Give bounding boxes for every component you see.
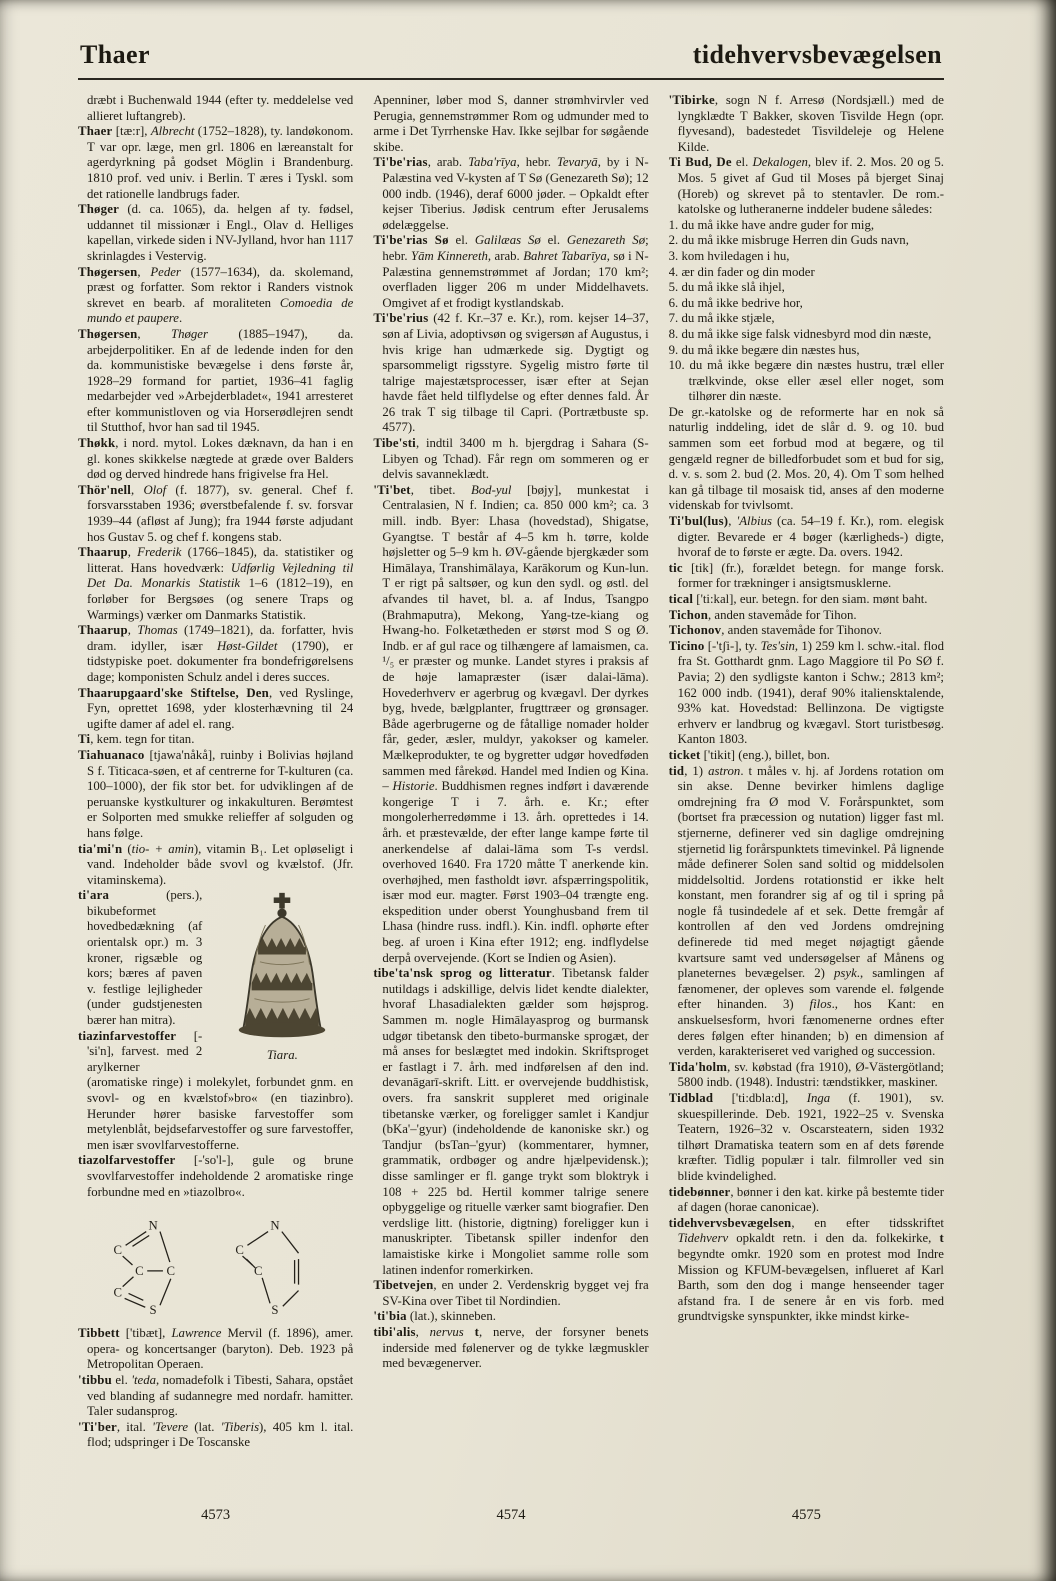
italic-term: Bod-yul — [470, 482, 512, 497]
headword: Ti Bud, De — [668, 155, 732, 170]
italic-term: tio- + amin — [131, 841, 194, 856]
headword: Thøkk — [78, 436, 116, 451]
text-columns — [78, 93, 944, 1491]
entry-thaarupgaardske-stiftelse: Thaarupgaard'ske Stiftelse, Den, ved Ryslinge, Fyn, oprettet 1698, yder klosterhævning til 24 ugifte damer af adel el. rang. — [78, 685, 354, 731]
commandment-9: 9. du må ikke begære din næstes hus, — [668, 342, 860, 357]
entry-continuation: dræbt i Buchenwald 1944 (efter ty. meddelelse ved allieret luftangreb). — [87, 93, 354, 123]
tiara-base-rim — [239, 1023, 325, 1038]
commandment-4: 4. ær din fader og din moder — [668, 264, 815, 279]
headword: Thaarupgaard'ske Stiftelse, Den — [78, 685, 269, 700]
headword: Tida'holm — [668, 1059, 728, 1074]
atom-label-n: N — [269, 1218, 280, 1233]
headword: Thøgersen — [78, 264, 138, 279]
commandment-5: 5. du må ikke slå ihjel, — [668, 280, 785, 295]
headword: 'Ti'bet — [373, 482, 411, 497]
running-head-left: Thaer — [80, 40, 150, 69]
tiara-illustration — [213, 891, 351, 1041]
entry-tidaholm: Tida'holm, sv. købstad (fra 1910), Ø-Västergötland; 5800 indb. (1948). Industri: tændstikker, maskiner. — [668, 1059, 944, 1090]
italic-term: filos — [809, 997, 832, 1012]
entry-ticino: Ticino [-'tʃi-], ty. Tes'sin, 1) 259 km l. schw.-ital. flod fra St. Gotthardt gnm. Lago Maggiore til Po SØ f. Pavia; 2) den sydligste kanton i Schw.; 2813 km²; 162 000 indb. (1941), deraf 90% italiensktalende, 93% kat. Hovedstad: Bellinzona. De vigtigste erhverv er landbrug og kvægavl. Stort turistbesøg. Kanton 1803. — [668, 638, 944, 747]
headword: tiazinfarvestoffer — [78, 1028, 177, 1043]
entry-tibet: 'Ti'bet, tibet. Bod-yul [bøjy], munkestat i Centralasien, N f. Indien; ca. 850 000 km²; ca. 3 mill. indb. Byer: Lhasa (hovedstad), Shigatse, Gyangtse. T består af 4–5 km h. tørre, kolde højsletter og 5–9 km h. ØV-gående bjergkæder som Himālaya, Transhimālaya, Karākorum og Kun-lun. T er rigt på saltsøer, og kun den sydl. og østl. del afvandes til havet, bl. a. af Indus, Tsangpo (Brahmaputra), Mekong, Yang-tze-kiang og Hwang-ho. Folketætheden er størst mod S og Ø. Indb. er af gul race og tilhængere af lamaismen, ca. ¹/₅ er præster og munke. Landet styres i praksis af de høje lamapræster (især dalai-lāma). Hovederhverv er agerbrug og kvægavl. Der dyrkes byg, hvede, bælgplanter, frugttræer og grønsager. Både agerbrugerne og de fåtallige nomader holder får, geder, æsler, muldyr, yakokser og kameler. Mælkeprodukter, te og bygretter udgør hovedføden sammen med fårekød. Handel med Indien og Kina. – Historie. Buddhismen regnes indført i daværende kongerige T i 7. årh. e. Kr.; efter mongolerherredømme i 13. årh. oprettedes i 14. årh. et præstevælde, der efter lange kampe førte til anerkendelse af dalai-lāma som T-s verdsl. overhoved 1640. Fra 1720 måtte T anerkende kin. overhøjhed, men fastholdt iøvr. afspærringspolitik, især mod eur. magter. Først 1903–04 trængte eng. ekspedition under oberst Younghusband frem til Lhasa (hindre russ. indfl.). Kin. indfl. ophørte efter beg. af uroen i Kina efter 1912; eng. indflydelse derpå overvejende. (Kort se Indien og Asien). — [373, 482, 649, 965]
headword: tidebønner — [668, 1184, 731, 1199]
headword: ti'ara — [78, 888, 110, 903]
headword: Thøger — [78, 202, 120, 217]
italic-term: Galilæas Sø — [474, 233, 541, 248]
atom-label-c: C — [113, 1285, 122, 1300]
commandment-10: 10. du må ikke begære din næstes hustru, træl eller trælkvinde, okse eller æsel eller noget, som tilhører din næste. — [668, 358, 944, 404]
atom-label-c: C — [166, 1263, 175, 1278]
column-3 — [669, 93, 944, 1491]
headword: ticket — [668, 747, 701, 762]
entry-thaer: Thaer [tæ:r], Albrecht (1752–1828), ty. landøkonom. T var opr. læge, men grl. 1806 en læreanstalt for agerdyrkning på godset Möglin i Brandenburg. 1810 prof. ved univ. i Berlin. T æres i Tyskl. som det rationelle landbrugs fader. — [78, 124, 354, 201]
entry-tidehvervsbevaegelsen: tidehvervsbevægelsen, en efter tidsskriftet Tidehverv opkaldt retn. i den da. folkekirke, t begyndte omkr. 1920 som en protest mod Indre Mission og KFUM-bevægelsen, influeret af Karl Barth, som den dog i mange henseender tager afstand fra. I de senere år en vis forb. med grundtvigske synspunkter, ikke mindst kirke- — [668, 1215, 944, 1324]
italic-term: Peder — [150, 264, 181, 279]
entry-ti-bud-continued: De gr.-katolske og de reformerte har en nok så naturlig inddeling, idet de slår d. 9. og 10. bud sammen som eet forbud mod at begære, og til gengæld regner de billedforbudet som et bud for sig, d. v. s. som 2. bud (2. Mos. 20, 4). Om T som helhed kan gå tilbage til mosaisk tid, anses af den moderne videnskab for tvivlsomt. — [668, 404, 944, 513]
entry-tiberius: Ti'be'rius (42 f. Kr.–37 e. Kr.), rom. kejser 14–37, søn af Livia, adoptivsøn og svigersøn af Augustus, i hvis krige han udmærkede sig. Dygtigt og sparsommeligt rigsstyre. Sygelig mistro førte til talrige majestætsprocesser, især efter at Sejan havde fået held tilflydelse og efter dennes fald. År 26 trak T sig tilbage til Capri. (Portrætbuste sp. 4577). — [373, 311, 649, 435]
headword: Tibbett — [78, 1326, 120, 1341]
italic-term: Taba'rīya — [468, 155, 517, 170]
entry-thaarup-thomas: Thaarup, Thomas (1749–1821), da. forfatter, hvis dram. idyller, især Høst-Gildet (1790), er tidstypiske poet. dokumenter fra bondefrigørelsens dage; komponisten Schulz andel i deres succes. — [78, 623, 354, 684]
entry-thoeger: Thøger (d. ca. 1065), da. helgen af ty. fødsel, uddannet til missionær i Engl., Olav d. Helliges kapellan, virkede siden i NV-Jylland, hvor han 1117 skrinlagdes i Vestervig. — [78, 202, 354, 263]
headword: 'Ti'ber — [78, 1419, 117, 1434]
headword: Tichon — [668, 607, 709, 622]
commandment-1: 1. du må ikke have andre guder for mig, — [668, 217, 875, 232]
entry-thoegersen-peder: Thøgersen, Peder (1577–1634), da. skolemand, præst og forfatter. Som rektor i Randers vistnok skrevet en bearb. af moraliteten Comoedia de mundo et paupere. — [78, 264, 354, 326]
italic-term: Olof — [143, 482, 167, 497]
atom-label-n: N — [148, 1218, 158, 1233]
headword: tibi'alis — [373, 1324, 416, 1339]
atom-label-c: C — [113, 1243, 122, 1258]
entry-tiamin: tia'mi'n (tio- + amin), vitamin B₁. Let opløseligt i vand. Indeholder både svovl og kvælstof. (Jfr. vitaminskema). — [78, 841, 354, 887]
italic-term: psyk — [834, 966, 857, 981]
entry-tidblad: Tidblad ['ti:dbla:d], Inga (f. 1901), sv. skuespillerinde. Deb. 1921, 1922–25 v. Svenska Teatern, 1926–32 v. Oscarsteatern, siden 1932 tilhørt Dramatiska teatern som en af dets førende kræfter. Tidlig populær i talr. filmroller ved sin blide kvindelighed. — [668, 1091, 944, 1183]
italic-term: Tevaryā — [556, 155, 598, 170]
italic-term: Udførlig Vejledning til Det Da. Monarkis Statistik — [87, 560, 354, 591]
entry-tiberias-soe: Ti'be'rias Sø el. Galilæas Sø el. Genezareth Sø; hebr. Yām Kinnereth, arab. Bahret Tabarīya, sø i N-Palæstina gennemstrømmet af Jordan; 170 km²; overfladen ligger 206 m under Middelhavets. Omgivet af et frodigt kystlandskab. — [373, 233, 649, 310]
entry-thaarup-frederik: Thaarup, Frederik (1766–1845), da. statistiker og litterat. Hans hovedværk: Udførlig Vejledning til Det Da. Monarkis Statistik 1–6 (1812–19), en forløber for Bergsøes (og senere Traps og Warmings) værker om Danmarks Statistik. — [78, 545, 354, 622]
commandment-7: 7. du må ikke stjæle, — [668, 311, 775, 326]
entry-tiara: ti'ara (pers.), bikubeformet hovedbedækning (af orientalsk opr.) m. 3 kroner, rigsæble og kors; bæres af paven v. festlige lejligheder (under gudstjenesten bærer han mitra). — [78, 888, 203, 1028]
italic-term: Comoedia de mundo et paupere — [87, 295, 354, 326]
entry-tibbu: 'tibbu el. 'teda, nomadefolk i Tibesti, Sahara, opstået ved blanding af sudannegre med nordafr. hamitter. Taler sudansprog. — [78, 1372, 354, 1419]
italic-term: 'Albius — [736, 514, 772, 529]
entry-ticket: ticket ['tikit] (eng.), billet, bon. — [668, 747, 830, 762]
entry-tid: tid, 1) astron. t måles v. hj. af Jordens rotation om sin akse. Denne bevirker himlens daglige omdrejning fra Ø mod V. Forårspunktet, som (bortset fra præcession og nutation) ligger fast ml. stjernerne, definerer ved sin daglige omdrejning stjernetid lig forårspunktets timevinkel. På lignende måde definerer Solen sand soltid og middelsolen middelsoltid. Jordens rotationstid er ikke helt konstant, men forandrer sig af og til i spring på nogle få tusindedele af et sek. Dette fremgår af kontrollen af den ved Jordens omdrejning definerede tid med meget nøjagtigt gående kvartsure samt ved undersøgelser af Månens og planeternes bevægelser. 2) psyk., samlingen af fænomener, der opleves som varende el. følgende efter hinanden. 3) filos., hos Kant: en anskuelsesform, hvori fænomenerne ordnes efter deres følgen efter hinanden; b) en dimension af verden, karakteriseret ved varighed og succession. — [668, 763, 944, 1059]
header-rule — [78, 78, 944, 80]
chemical-structures-figure — [78, 1208, 353, 1320]
headword: Ti'be'rius — [373, 311, 429, 326]
italic-term: Frederik — [137, 545, 182, 560]
headword: tia'mi'n — [78, 841, 123, 856]
entry-ti: Ti, kem. tegn for titan. — [78, 732, 195, 747]
entry-tibullus: Ti'bul(lus), 'Albius (ca. 54–19 f. Kr.), rom. elegisk digter. Bevarede er 4 bøger (kærligheds-) digte, hvoraf de to første er ægte. Da. overs. 1942. — [668, 514, 944, 560]
entry-tibialis: tibi'alis, nervus t, nerve, der forsyner benets inderside med følenerver og de tykke lægmuskler med bevægenerver. — [373, 1324, 649, 1371]
page-number-left: 4573 — [201, 1507, 231, 1523]
italic-term: Inga — [806, 1091, 831, 1105]
headword: Thaarup — [78, 545, 128, 560]
italic-term: Tidehverv — [677, 1231, 729, 1246]
entry-tibbett: Tibbett ['tibæt], Lawrence Mervil (f. 1896), amer. opera- og koncertsanger (baryton). Deb. 1923 på Metropolitan Operaen. — [78, 1326, 354, 1372]
headword: Ticino — [668, 638, 705, 653]
entry-tichon: Tichon, anden stavemåde for Tihon. — [668, 607, 857, 622]
column-1 — [78, 93, 353, 1491]
italic-term: 'Tiberis — [220, 1419, 260, 1434]
headword: Thaarup — [78, 623, 128, 638]
atom-labels — [113, 1219, 279, 1317]
headword: 'tibbu — [78, 1372, 112, 1387]
headword: tiazolfarvestoffer — [78, 1153, 176, 1168]
italic-term: Dekalogen — [752, 155, 808, 170]
atom-label-s: S — [149, 1303, 157, 1318]
running-head — [78, 40, 944, 78]
headword: t — [939, 1231, 944, 1246]
entry-tibetansk-sprog: tibe'ta'nsk sprog og litteratur. Tibetansk falder nutildags i adskillige, delvis lidet kendte dialekter, hvoraf Lhasadialekten gælder som højsprog. Sammen m. nogle Himālayasprog og burmansk udgør tibetansk den tibeto-burmanske sprogæt, der må anses for beslægtet med indokin. Skriftsproget er fastlagt i 7. årh. med indførelsen af den ind. devanāgarī-skrift. Litt. er overvejende buddhistisk, overs. fra sanskrit suppleret med originale tibetanske værker, og foreligger samlet i Kandjur (bKa'–'gyur) (indeholdende de kanoniske skr.) og Tandjur (bsTan–'gyur) (kommentarer, hymner, grammatik, ordbøger og andre hjælpevidensk.); disse samlinger er fl. gange trykt som bloktryk i 108 + 225 bd. Hertil kommer talrige senere opbyggelige og rituelle værker samt biografier. Den verdslige litt. (historie, digtning) foreligger kun i manuskripter. Tibetansk spiller indenfor den lamaistiske kirke i Mongoliet samme rolle som latinen indenfor romerkirken. — [373, 966, 649, 1277]
entry-tibetvejen: Tibetvejen, en under 2. Verdenskrig bygget vej fra SV-Kina over Tibet til Nordindien. — [373, 1278, 649, 1308]
headword: Thör'nell — [78, 482, 131, 497]
headword: tic — [668, 560, 683, 575]
headword: Ti'bul(lus) — [668, 514, 729, 529]
headword: t — [474, 1324, 480, 1339]
commandment-3: 3. kom hviledagen i hu, — [668, 248, 790, 263]
headword: Thaer — [78, 124, 113, 139]
page-numbers — [0, 1491, 1056, 1524]
headword: Ti'be'rias Sø — [373, 233, 449, 248]
italic-term: Albrecht — [150, 124, 195, 139]
entry-thoernell: Thör'nell, Olof (f. 1877), sv. general. Chef f. forsvarsstaben 1936; øverstbefalende f. sv. forsvar 1939–44 (afløst af Jung); fra 1944 første adjudant hos Gustav 5. og chef f. kongens stab. — [78, 482, 354, 544]
entry-tibirke: 'Tibirke, sogn N f. Arresø (Nordsjæll.) med de lyngklædte T Bakker, skoven Tisvilde Hegn (opr. flyvesand), badestedet Tisvildeleje og Helene Kilde. — [668, 93, 944, 154]
italic-term: Historie — [392, 779, 435, 794]
entry-tiber-continued: Apenniner, løber mod S, danner strømhvirvler ved Perugia, gennemstrømmer Rom og udmunder med to arme i Det Tyrrhenske Hav. Ikke sejlbar for søgående skibe. — [373, 93, 649, 154]
atom-label-c: C — [253, 1263, 263, 1278]
headword: Tibe'sti — [373, 436, 416, 451]
entry-tic: tic [tik] (fr.), forældet betegn. for mange forsk. former for trækninger i ansigtsmusklerne. — [668, 560, 944, 591]
headword: Ti'be'rias — [373, 155, 428, 170]
page-number-right: 4575 — [791, 1507, 821, 1523]
page-number-center: 4574 — [496, 1507, 526, 1523]
italic-term: nervus — [429, 1324, 464, 1339]
headword: 'ti'bia — [373, 1309, 407, 1324]
thiazine-thiazole-structure-diagram — [91, 1208, 341, 1320]
atom-label-c: C — [134, 1263, 144, 1278]
atom-label-c: C — [234, 1243, 244, 1258]
entry-ti-bud: Ti Bud, De el. Dekalogen, blev if. 2. Mos. 20 og 5. Mos. 5 givet af Gud til Moses på bjerget Sinaj (Horeb) og skrevet på to stentavler. De rom.-katolske og lutheranerne inddeler budene således: — [668, 155, 944, 217]
entry-thoegersen-thoeger: Thøgersen, Thøger (1885–1947), da. arbejderpolitiker. En af de ledende inden for den da. kommunistiske bevægelse i dens første år, 1928–29 formand for partiet, 1936–41 faglig medarbejder ved »Arbejderbladet«, 1941 arresteret efter kommunistloven og via Horserødlejren sendt til Stutthof, hvor han sad til 1945. — [78, 326, 354, 435]
commandment-6: 6. du må ikke bedrive hor, — [668, 295, 803, 310]
italic-term: Thøger — [170, 326, 208, 341]
entry-tibesti: Tibe'sti, indtil 3400 m h. bjergdrag i Sahara (S-Libyen og Tchad). Får regn om sommeren og er delvis savanneklædt. — [373, 436, 649, 482]
headword: tid — [668, 763, 685, 778]
column-2 — [373, 93, 648, 1491]
headword: Tibetvejen — [373, 1278, 434, 1293]
commandment-8: 8. du må ikke sige falsk vidnesbyrd mod din næste, — [668, 326, 932, 341]
headword: Ti — [78, 732, 91, 747]
italic-term: 'Tevere — [152, 1419, 188, 1434]
italic-term: 'teda — [131, 1372, 156, 1387]
headword: Thøgersen — [78, 326, 138, 341]
italic-term: Lawrence — [171, 1326, 222, 1341]
tiara-caption: Tiara. — [266, 1047, 298, 1062]
entry-tiazolfarvestoffer: tiazolfarvestoffer [-'so'l-], gule og brune svovlfarvestoffer indeholdende 2 aromatiske ringe forbundne med en »tiazolbro«. — [78, 1153, 354, 1199]
commandment-2: 2. du må ikke misbruge Herren din Guds navn, — [668, 233, 909, 248]
entry-tiber: 'Ti'ber, ital. 'Tevere (lat. 'Tiberis), 405 km l. ital. flod; udspringer i De Toscanske — [78, 1419, 354, 1450]
headword: Tiahuanaco — [78, 747, 145, 762]
italic-term: Yām Kinnereth — [411, 248, 488, 263]
italic-term: Thomas — [137, 623, 178, 638]
italic-term: Genezareth Sø — [566, 233, 646, 248]
headword: Tichonov — [668, 623, 722, 638]
running-head-right: tidehvervsbevægelsen — [692, 40, 942, 69]
italic-term: astron — [708, 763, 741, 778]
atom-label-s: S — [271, 1303, 279, 1318]
headword: tical — [668, 592, 694, 606]
entry-tideboenner: tidebønner, bønner i den kat. kirke på bestemte tider af dagen (horae canonicae). — [668, 1184, 944, 1215]
italic-term: Bahret Tabarīya — [523, 248, 607, 263]
bond-lines — [122, 1232, 298, 1308]
headword: tidehvervsbevægelsen — [668, 1215, 792, 1230]
headword: Tidblad — [668, 1091, 714, 1105]
entry-tichonov: Tichonov, anden stavemåde for Tihonov. — [668, 623, 882, 638]
entry-tiazinfarvestoffer: tiazinfarvestoffer [-'si'n], farvest. med 2 arylkerner (aromatiske ringe) i molekylet, forbundet gnm. en svovl- og en kvælstof»bro« (en tiazinbro). Herunder hører basiske farvestoffer som metylenblåt, bejdsefarvestoffer og sure farvestoffer, men især svovlfarvestofferne. — [78, 1028, 354, 1152]
entry-tiahuanaco: Tiahuanaco [tjawa'nåkå], ruinby i Bolivias højland S f. Titicaca-søen, et af centrerne for T-kulturen (ca. 100–1000), der fik stor bet. for udviklingen af de peruanske kystkulturer og inkakulturen. Berømtest er Solporten med smukke relieffer af solguden og hans følge. — [78, 747, 354, 840]
headword: tibe'ta'nsk sprog og litteratur — [373, 966, 552, 981]
italic-term: Høst-Gildet — [216, 638, 278, 653]
tiara-figure — [211, 891, 353, 1063]
headword: 'Tibirke — [668, 93, 715, 107]
entry-thoekk: Thøkk, i nord. mytol. Lokes dæknavn, da han i en gl. kones skikkelse nægtede at græde over Balders død og derved hindrede hans frigivelse fra Hel. — [78, 436, 354, 482]
entry-tical: tical ['ti:kal], eur. betegn. for den siam. mønt baht. — [668, 592, 928, 606]
entry-tibia: 'ti'bia (lat.), skinneben. — [373, 1309, 496, 1324]
entry-tiberias: Ti'be'rias, arab. Taba'rīya, hebr. Tevaryā, by i N-Palæstina ved V-kysten af T Sø (Genezareth Sø); 12 000 indb. (1946), deraf 6000 jøder. – Opkaldt efter kejser Tiberius. Jødisk centrum efter Jerusalems ødelæggelse. — [373, 155, 649, 232]
italic-term: Tes'sin — [760, 638, 795, 653]
